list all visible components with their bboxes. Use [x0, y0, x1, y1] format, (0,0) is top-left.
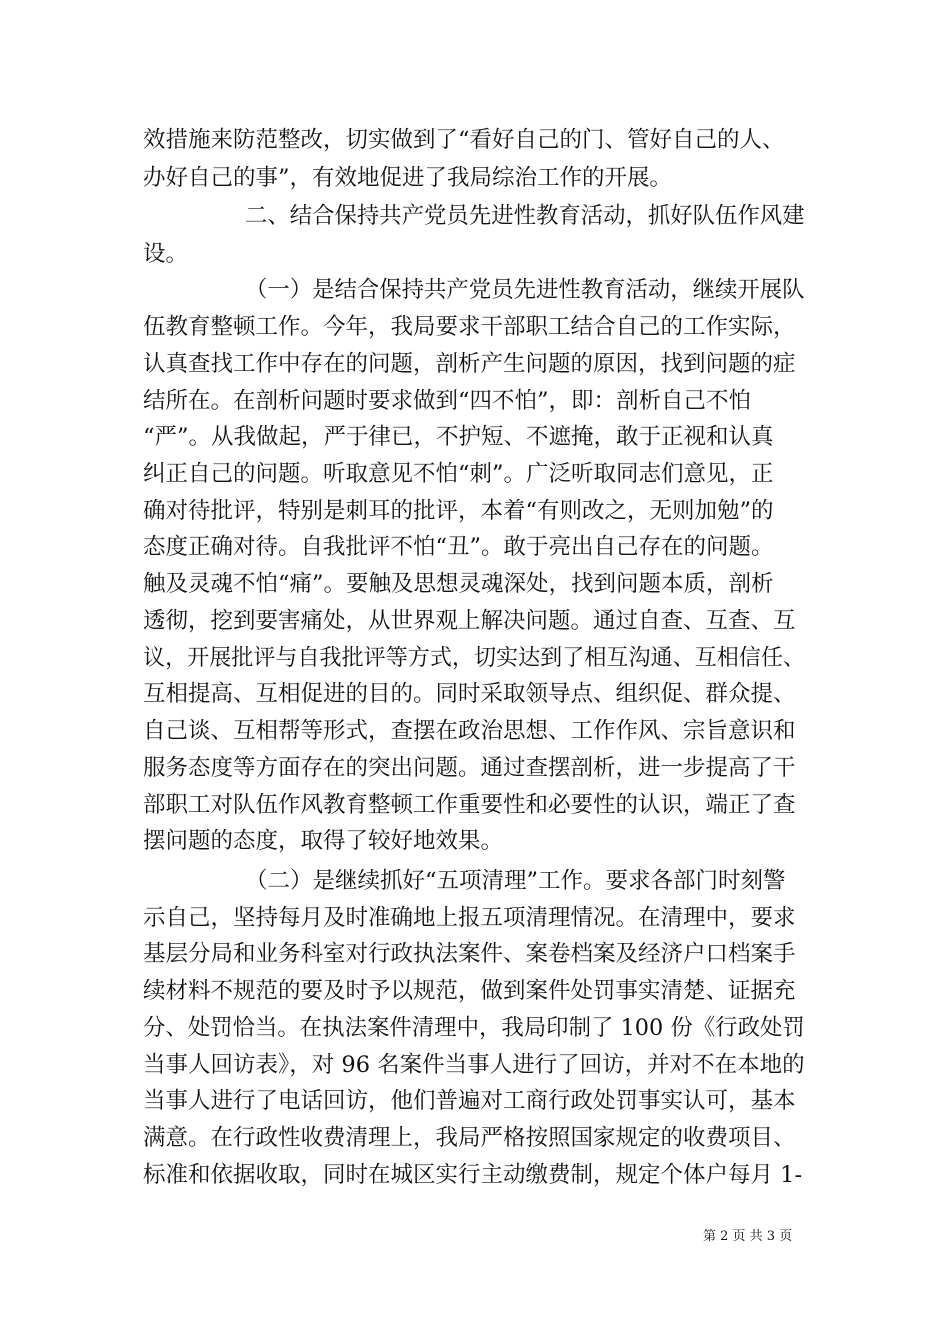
page-number-footer: 第 2 页 共 3 页	[703, 1229, 793, 1244]
body-text-line: 结所在。在剖析问题时要求做到“四不怕”，即：剖析自己不怕	[143, 388, 752, 414]
body-text-line: 标准和依据收取，同时在城区实行主动缴费制，规定个体户每月 1-	[143, 1162, 803, 1188]
body-text-line: 摆问题的态度，取得了较好地效果。	[143, 828, 504, 854]
body-text-line: 触及灵魂不怕“痛”。要触及思想灵魂深处，找到问题本质，剖析	[143, 571, 774, 597]
section-heading-line: 二、结合保持共产党员先进性教育活动，抓好队伍作风建	[245, 203, 805, 229]
body-text-line: 伍教育整顿工作。今年，我局要求干部职工结合自己的工作实际，	[143, 314, 796, 340]
body-text-line: 示自己，坚持每月及时准确地上报五项清理情况。在清理中，要求	[143, 905, 796, 931]
body-text-line: 续材料不规范的要及时予以规范，做到案件处罚事实清楚、证据充	[143, 978, 796, 1004]
subsection-first-line: （二）是继续抓好“五项清理”工作。要求各部门时刻警	[245, 868, 786, 894]
subsection-first-line: （一）是结合保持共产党员先进性教育活动，继续开展队	[245, 277, 805, 303]
body-text-line: 分、处罚恰当。在执法案件清理中，我局印制了 100 份《行政处罚	[143, 1015, 805, 1041]
body-text-line: 互相提高、互相促进的目的。同时采取领导点、组织促、群众提、	[143, 681, 796, 707]
body-text-line: 议，开展批评与自我批评等方式，切实达到了相互沟通、互相信任、	[143, 645, 805, 671]
body-text-line: 服务态度等方面存在的突出问题。通过查摆剖析，进一步提高了干	[143, 755, 796, 781]
body-text-line: 当事人进行了电话回访，他们普遍对工商行政处罚事实认可，基本	[143, 1088, 796, 1114]
body-text-line: 当事人回访表》，对 96 名案件当事人进行了回访，并对不在本地的	[143, 1052, 805, 1078]
body-text-line: 部职工对队伍作风教育整顿工作重要性和必要性的认识，端正了查	[143, 792, 796, 818]
body-text-line: 自己谈、互相帮等形式，查摆在政治思想、工作作风、宗旨意识和	[143, 718, 796, 744]
body-text-line: 认真查找工作中存在的问题，剖析产生问题的原因，找到问题的症	[143, 351, 796, 377]
body-text-line: “严”。从我做起，严于律已，不护短、不遮掩，敢于正视和认真	[143, 424, 774, 450]
body-text-line: 基层分局和业务科室对行政执法案件、案卷档案及经济户口档案手	[143, 941, 796, 967]
section-heading-line: 设。	[143, 241, 189, 267]
body-text-line: 效措施来防范整改，切实做到了“看好自己的门、管好自己的人、	[143, 127, 785, 153]
body-text-line: 满意。在行政性收费清理上，我局严格按照国家规定的收费项目、	[143, 1125, 796, 1151]
body-text-line: 纠正自己的问题。听取意见不怕“刺”。广泛听取同志们意见，正	[143, 461, 774, 487]
body-text-line: 确对待批评，特别是刺耳的批评，本着“有则改之，无则加勉”的	[143, 498, 774, 524]
body-text-line: 透彻，挖到要害痛处，从世界观上解决问题。通过自查、互查、互	[143, 608, 796, 634]
body-text-line: 态度正确对待。自我批评不怕“丑”。敢于亮出自己存在的问题。	[143, 534, 774, 560]
body-text-line: 办好自己的事”，有效地促进了我局综治工作的开展。	[143, 165, 673, 191]
